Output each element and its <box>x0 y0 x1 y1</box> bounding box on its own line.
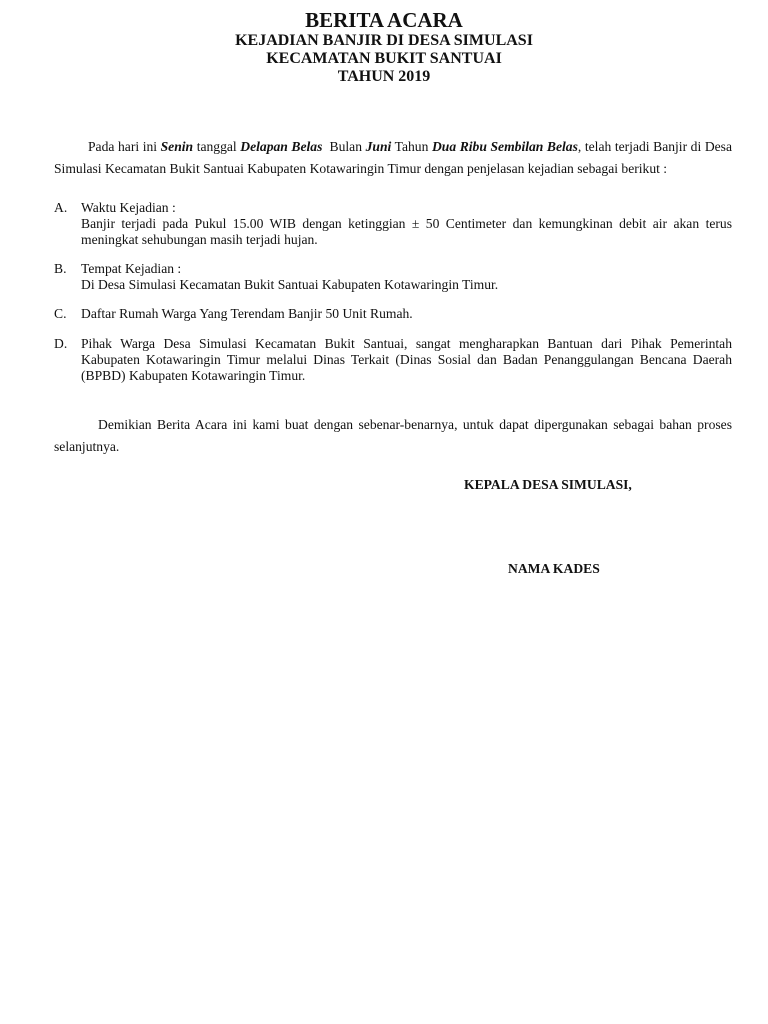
document-header <box>0 8 768 86</box>
opening-text-2: tanggal <box>193 139 241 154</box>
list-item-detail: Banjir terjadi pada Pukul 15.00 WIB dengan ketinggian ± 50 Centimeter dan kemungkinan debit air akan terus meningkat sehubungan masih terjadi hujan. <box>81 216 732 247</box>
list-marker: D. <box>54 336 68 351</box>
list-item-body <box>81 336 732 384</box>
list-item-body <box>81 261 732 293</box>
opening-text-1: Pada hari ini <box>88 139 161 154</box>
opening-text-3: Bulan <box>322 139 366 154</box>
opening-paragraph <box>54 136 732 202</box>
list-item-c <box>54 306 732 322</box>
list-marker: C. <box>54 306 67 321</box>
opening-year: Dua Ribu Sembilan Belas <box>431 139 578 154</box>
document-subtitle-line-2: KECAMATAN BUKIT SANTUAI <box>266 50 502 67</box>
opening-text-4: Tahun <box>391 139 432 154</box>
opening-month: Juni <box>365 139 392 154</box>
opening-date: Delapan Belas <box>240 139 323 154</box>
signature-name: NAMA KADES <box>508 561 600 576</box>
opening-text-5: , telah terjadi Banjir di Desa Simulasi Kecamatan Bukit Santuai Kabupaten Kotawaringin Timur dengan penjelasan kejadian sebagai berikut : <box>54 139 732 176</box>
signature-title: KEPALA DESA SIMULASI, <box>464 477 632 492</box>
document-title: BERITA ACARA <box>305 8 463 32</box>
list-marker: B. <box>54 261 67 276</box>
list-item-body <box>81 306 732 322</box>
list-item-heading: Waktu Kejadian : <box>81 200 176 215</box>
list-item-heading: Tempat Kejadian : <box>81 261 182 276</box>
list-item-a <box>54 200 732 248</box>
list-marker: A. <box>54 200 68 215</box>
list-item-d <box>54 336 732 384</box>
closing-paragraph <box>54 414 732 458</box>
document-subtitle-line-3: TAHUN 2019 <box>337 68 431 85</box>
closing-text: Demikian Berita Acara ini kami buat dengan sebenar-benarnya, untuk dapat dipergunakan sebagai bahan proses selanjutnya. <box>54 417 732 454</box>
list-item-body <box>81 200 732 248</box>
list-item-b <box>54 261 732 293</box>
document-subtitle-line-1: KEJADIAN BANJIR DI DESA SIMULASI <box>235 32 533 49</box>
opening-day: Senin <box>160 139 194 154</box>
list-item-text: Pihak Warga Desa Simulasi Kecamatan Bukit Santuai, sangat mengharapkan Bantuan dari Pihak Pemerintah Kabupaten Kotawaringin Timur melalui Dinas Terkait (Dinas Sosial dan Badan Penanggulangan Bencana Daerah (BPBD) Kabupaten Kotawaringin Timur. <box>81 336 732 383</box>
list-item-detail: Di Desa Simulasi Kecamatan Bukit Santuai Kabupaten Kotawaringin Timur. <box>81 277 499 292</box>
list-item-text: Daftar Rumah Warga Yang Terendam Banjir 50 Unit Rumah. <box>81 306 413 321</box>
